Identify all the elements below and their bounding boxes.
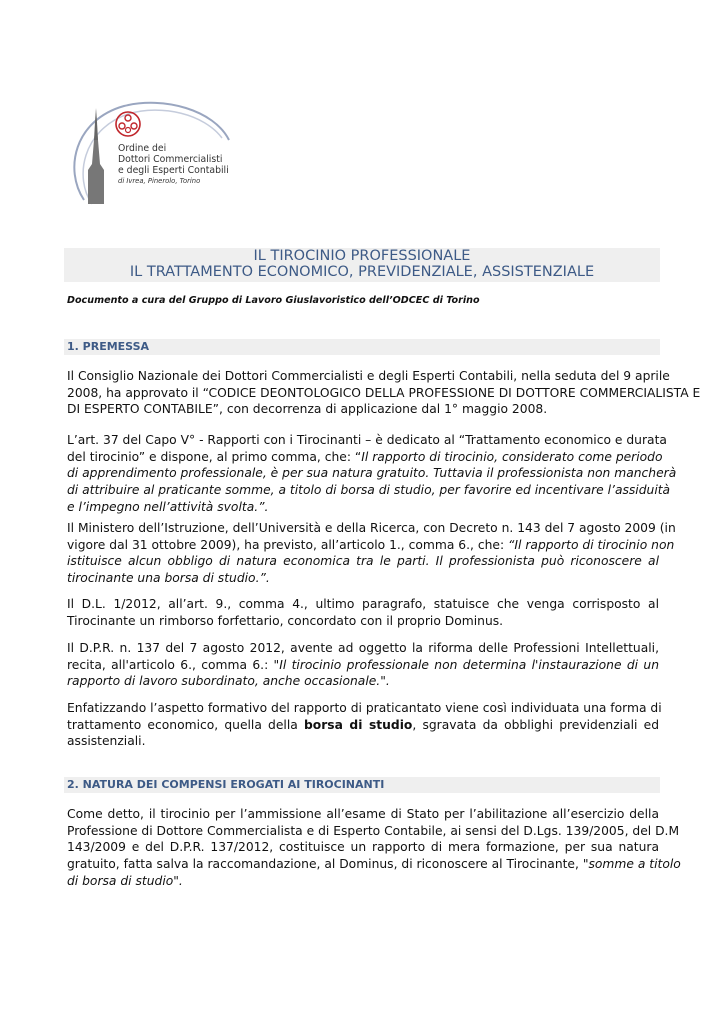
text-run: , sgravata da obblighi previdenziali ed bbox=[412, 717, 659, 732]
paragraph bbox=[67, 368, 701, 418]
logo-text bbox=[118, 144, 229, 187]
section-heading: 2. NATURA DEI COMPENSI EROGATI AI TIROCINANTI bbox=[64, 777, 660, 793]
text-line bbox=[67, 449, 663, 466]
section-heading: 1. PREMESSA bbox=[64, 339, 660, 355]
text-line: assistenziali. bbox=[67, 734, 146, 749]
document-title bbox=[64, 248, 660, 282]
text-line: Come detto, il tirocinio per l’ammissione all’esame di Stato per l’abilitazione all’esercizio della bbox=[67, 807, 659, 821]
paragraph bbox=[67, 700, 662, 750]
text-line bbox=[67, 717, 659, 734]
bold-run: borsa di studio bbox=[303, 717, 413, 732]
text-line: DI ESPERTO CONTABILE”, con decorrenza di applicazione dal 1° maggio 2008. bbox=[67, 402, 548, 417]
text-line: Il D.P.R. n. 137 del 7 agosto 2012, avente ad oggetto la riforma delle Professioni Intellettuali, bbox=[67, 641, 659, 655]
text-line: di borsa di studio". bbox=[67, 873, 183, 888]
title-line: IL TIROCINIO PROFESSIONALE bbox=[253, 248, 471, 264]
odcec-logo bbox=[64, 100, 244, 212]
text-line: rapporto di lavoro subordinato, anche occasionale.". bbox=[67, 674, 390, 689]
text-line: di apprendimento professionale, è per sua natura gratuito. Tuttavia il professionista non mancherà bbox=[67, 466, 677, 481]
text-line: 143/2009 e del D.P.R. 137/2012, costituisce un rapporto di mera formazione, per sua natura bbox=[67, 840, 659, 855]
paragraph bbox=[67, 432, 677, 516]
text-line: e l’impegno nell’attività svolta.”. bbox=[67, 499, 269, 514]
logo-line: e degli Esperti Contabili bbox=[118, 164, 229, 176]
text-line bbox=[67, 537, 675, 554]
quote-run: "somme a titolo bbox=[582, 857, 681, 872]
text-line bbox=[67, 856, 681, 873]
quote-run: Il rapporto di tirocinio, considerato come periodo bbox=[361, 449, 663, 464]
text-line: Il D.L. 1/2012, all’art. 9., comma 4., ultimo paragrafo, statuisce che venga corrisposto al bbox=[67, 597, 659, 611]
text-line: Tirocinante un rimborso forfettario, concordato con il proprio Dominus. bbox=[67, 613, 504, 628]
quote-run: "Il tirocinio professionale non determina l'instaurazione di un bbox=[273, 657, 659, 672]
title-line: IL TRATTAMENTO ECONOMICO, PREVIDENZIALE, ASSISTENZIALE bbox=[129, 264, 595, 280]
text-line: Professione di Dottore Commercialista e di Esperto Contabile, ai sensi del D.Lgs. 139/2005, del D.M bbox=[67, 823, 680, 838]
quote-run: “Il rapporto di tirocinio non bbox=[508, 537, 675, 552]
logo-line: Dottori Commercialisti bbox=[118, 153, 223, 165]
paragraph bbox=[67, 596, 659, 629]
text-run: vigore dal 31 ottobre 2009), ha previsto, all’articolo 1., comma 6., che: bbox=[67, 537, 509, 552]
paragraph bbox=[67, 806, 681, 890]
logo-line: di Ivrea, Pinerolo, Torino bbox=[118, 177, 201, 186]
logo-line: Ordine dei bbox=[118, 143, 167, 154]
text-run: gratuito, fatta salva la raccomandazione, al Dominus, di riconoscere al Tirocinante, bbox=[67, 857, 583, 872]
text-line: di attribuire al praticante somme, a titolo di borsa di studio, per favorire ed incentivare l’assiduità bbox=[67, 483, 671, 498]
text-run: recita, all'articolo 6., comma 6.: bbox=[67, 657, 274, 672]
paragraph bbox=[67, 640, 659, 690]
text-run: trattamento economico, quella della bbox=[67, 717, 304, 732]
text-line bbox=[67, 657, 659, 674]
text-line: L’art. 37 del Capo V° - Rapporti con i Tirocinanti – è dedicato al “Trattamento economico e durata bbox=[67, 433, 667, 447]
paragraph bbox=[67, 520, 676, 587]
text-line: Il Consiglio Nazionale dei Dottori Commercialisti e degli Esperti Contabili, nella seduta del 9 aprile bbox=[67, 369, 670, 383]
document-subtitle: Documento a cura del Gruppo di Lavoro Giuslavoristico dell’ODCEC di Torino bbox=[67, 295, 480, 306]
text-line: Il Ministero dell’Istruzione, dell’Università e della Ricerca, con Decreto n. 143 del 7 agosto 2009 (in bbox=[67, 521, 676, 535]
text-line: Enfatizzando l’aspetto formativo del rapporto di praticantato viene così individuata una forma di bbox=[67, 701, 662, 715]
text-line: istituisce alcun obbligo di natura economica tra le parti. Il professionista può riconoscere al bbox=[67, 554, 659, 569]
text-run: del tirocinio” e dispone, al primo comma, che: “ bbox=[67, 449, 362, 464]
text-line: 2008, ha approvato il “CODICE DEONTOLOGICO DELLA PROFESSIONE DI DOTTORE COMMERCIALISTA E bbox=[67, 385, 701, 400]
text-line: tirocinante una borsa di studio.”. bbox=[67, 571, 270, 586]
